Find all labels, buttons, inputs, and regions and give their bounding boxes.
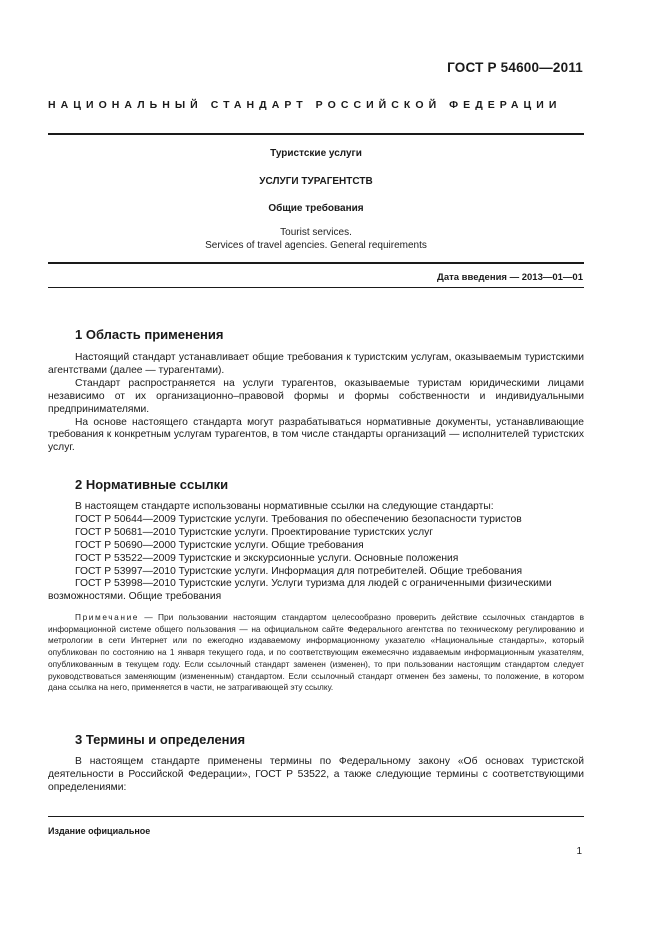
note-block [48, 612, 584, 694]
reference-item: ГОСТ Р 50690—2000 Туристские услуги. Общие требования [75, 539, 364, 551]
standard-number: ГОСТ Р 54600—2011 [447, 60, 583, 75]
reference-item: ГОСТ Р 50644—2009 Туристские услуги. Требования по обеспечению безопасности туристов [75, 513, 522, 525]
section-1-body [48, 352, 584, 455]
title-line-3: Общие требования [268, 203, 364, 214]
title-rule [48, 262, 584, 264]
section-2-heading: 2 Нормативные ссылки [75, 477, 229, 492]
introduction-date: Дата введения — 2013—01—01 [437, 272, 583, 283]
section-2-references [48, 501, 584, 604]
section-1-paragraph: Стандарт распространяется на услуги турагентов, оказываемые туристам юридическими лицами независимо от их организационно–правовой формы и формы собственности и индивидуальными предпринимателями. [48, 377, 584, 415]
title-english-2: Services of travel agencies. General requirements [205, 240, 427, 251]
section-1-paragraph: Настоящий стандарт устанавливает общие требования к туристским услугам, оказываемым туристскими агентствами (далее — турагентами). [48, 352, 584, 376]
note-label: Примечание [75, 612, 140, 622]
section-1-heading: 1 Область применения [75, 327, 224, 342]
reference-item: ГОСТ Р 53522—2009 Туристские и экскурсионные услуги. Основные положения [75, 552, 459, 564]
section-3-paragraph: В настоящем стандарте применены термины по Федеральному закону «Об основах туристской деятельности в Российской Федерации», ГОСТ Р 53522, а также следующие термины с соответствующими определениями: [48, 756, 584, 793]
section-3-body [48, 756, 584, 795]
reference-item: ГОСТ Р 53997—2010 Туристские услуги. Информация для потребителей. Общие требования [75, 565, 523, 577]
date-rule [48, 287, 584, 288]
header-rule [48, 133, 584, 135]
edition-label: Издание официальное [48, 826, 151, 836]
footer-rule [48, 816, 584, 817]
title-english-1: Tourist services. [280, 227, 352, 238]
reference-item: ГОСТ Р 53998—2010 Туристские услуги. Услуги туризма для людей с ограниченными физическими возможностями. Общие требования [48, 578, 552, 603]
reference-item: ГОСТ Р 50681—2010 Туристские услуги. Проектирование туристских услуг [75, 526, 434, 538]
title-line-1: Туристские услуги [270, 148, 362, 159]
note-text: — При пользовании настоящим стандартом целесообразно проверить действие ссылочных стандартов в информационной системе общего пользования — на официальном сайте Федерального агентства по техническому регулированию и метрологии в сети Интернет или по ежегодно издаваемому информационному указателю «Национальные стандарты», который опубликован по состоянию на 1 января текущего года, и по соответствующим ежемесячно издаваемым информационным указателям, опубликованным в текущем году. Если ссылочный стандарт заменен (изменен), то при пользовании настоящим стандартом следует руководствоваться заменяющим (измененным) стандартом. Если ссылочный стандарт отменен без замены, то положение, в котором дана ссылка на него, применяется в части, не затрагивающей эту ссылку. [48, 612, 584, 693]
national-standard-title: НАЦИОНАЛЬНЫЙ СТАНДАРТ РОССИЙСКОЙ ФЕДЕРАЦИИ [48, 99, 562, 111]
section-2-intro: В настоящем стандарте использованы нормативные ссылки на следующие стандарты: [75, 501, 494, 512]
title-line-2: УСЛУГИ ТУРАГЕНТСТВ [259, 176, 373, 187]
page-number: 1 [576, 846, 582, 857]
section-1-paragraph: На основе настоящего стандарта могут разрабатываться нормативные документы, устанавливающие требования к конкретным услугам турагентов, в том числе стандарты организаций — исполнителей туристских услуг. [48, 416, 584, 454]
section-3-heading: 3 Термины и определения [75, 732, 246, 747]
